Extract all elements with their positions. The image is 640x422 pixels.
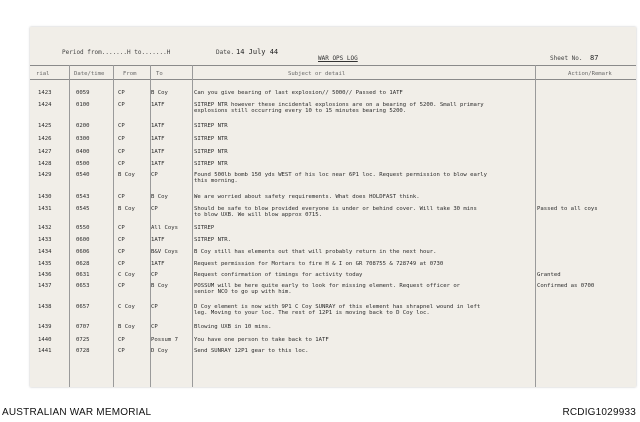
entry-time: 0725	[76, 337, 90, 343]
column-header-to: To	[156, 71, 163, 77]
entry-subject: Found 500lb bomb 150 yds WEST of his loc near 6P1 loc. Request permission to blow early this morning.	[194, 172, 487, 185]
entry-time: 0200	[76, 123, 90, 129]
entry-time: 0100	[76, 102, 90, 108]
sheet-number: 87	[590, 54, 599, 62]
entry-subject: Request confirmation of timings for activity today	[194, 272, 363, 278]
entry-subject: Send SUNRAY 12P1 gear to this loc.	[194, 348, 309, 354]
archive-credit: AUSTRALIAN WAR MEMORIAL	[2, 407, 152, 418]
entry-time: 0707	[76, 324, 90, 330]
entry-subject: SITREP NTR	[194, 136, 228, 142]
log-sheet	[30, 27, 636, 387]
entry-from: C Coy	[118, 304, 135, 310]
entry-subject: SITREP NTR	[194, 123, 228, 129]
serial-number: 1428	[38, 161, 52, 167]
serial-number: 1436	[38, 272, 52, 278]
header-rule-top	[30, 65, 636, 66]
entry-to: 1ATF	[151, 149, 165, 155]
entry-to: 1ATF	[151, 136, 165, 142]
entry-from: CP	[118, 348, 125, 354]
entry-to: CP	[151, 324, 158, 330]
entry-from: B Coy	[118, 172, 135, 178]
entry-to: B&V Coys	[151, 249, 178, 255]
table-row	[30, 348, 636, 357]
entry-subject: SITREP	[194, 225, 215, 231]
entry-remark: Granted	[537, 272, 561, 278]
table-row	[30, 272, 636, 281]
entry-to: CP	[151, 172, 158, 178]
serial-number: 1440	[38, 337, 52, 343]
entry-from: CP	[118, 102, 125, 108]
entry-subject: Request permission for Mortars to fire H & I on GR 708755 & 728749 at 0730	[194, 261, 444, 267]
entry-from: C Coy	[118, 272, 135, 278]
serial-number: 1427	[38, 149, 52, 155]
table-row	[30, 194, 636, 203]
entry-to: 1ATF	[151, 123, 165, 129]
table-row	[30, 324, 636, 333]
entry-to: CP	[151, 272, 158, 278]
serial-number: 1425	[38, 123, 52, 129]
entry-from: B Coy	[118, 324, 135, 330]
entry-from: CP	[118, 249, 125, 255]
date-label: Date.	[216, 49, 235, 56]
entry-to: B Coy	[151, 194, 168, 200]
entry-time: 0550	[76, 225, 90, 231]
table-row	[30, 149, 636, 158]
entry-from: CP	[118, 225, 125, 231]
entry-time: 0653	[76, 283, 90, 289]
table-row	[30, 249, 636, 258]
serial-number: 1431	[38, 206, 52, 212]
serial-number: 1423	[38, 90, 52, 96]
entry-subject: B Coy still has elements out that will probably return in the next hour.	[194, 249, 437, 255]
serial-number: 1437	[38, 283, 52, 289]
entry-time: 0628	[76, 261, 90, 267]
header-rule-bottom	[30, 79, 636, 80]
table-row	[30, 90, 636, 99]
entry-subject: POSSUM will be here quite early to look for missing element. Request officer or senior NCO to go up with him.	[194, 283, 461, 296]
table-row	[30, 161, 636, 170]
entry-subject: We are worried about safety requirements. What does HOLDFAST think.	[194, 194, 420, 200]
page-title: WAR OPS LOG	[318, 55, 358, 62]
serial-number: 1433	[38, 237, 52, 243]
entry-from: CP	[118, 283, 125, 289]
column-header-remark: Action/Remark	[568, 71, 612, 77]
entry-from: CP	[118, 90, 125, 96]
column-header-datetime: Date/time	[74, 71, 105, 77]
archive-reference: RCDIG1029933	[562, 407, 636, 418]
entry-time: 0545	[76, 206, 90, 212]
entry-from: CP	[118, 337, 125, 343]
table-row	[30, 172, 636, 185]
column-header-subject: Subject or detail	[288, 71, 346, 77]
table-row	[30, 136, 636, 145]
serial-number: 1435	[38, 261, 52, 267]
entry-remark: Confirmed as 0700	[537, 283, 595, 289]
table-row	[30, 304, 636, 317]
entry-remark: Passed to all coys	[537, 206, 598, 212]
entry-from: CP	[118, 161, 125, 167]
entry-subject: SITREP NTR.	[194, 237, 232, 243]
entry-time: 0300	[76, 136, 90, 142]
entry-from: CP	[118, 237, 125, 243]
table-row	[30, 206, 636, 219]
entry-time: 0728	[76, 348, 90, 354]
entry-time: 0059	[76, 90, 90, 96]
serial-number: 1429	[38, 172, 52, 178]
entry-subject: You have one person to take back to 1ATF	[194, 337, 329, 343]
table-row	[30, 237, 636, 246]
entry-to: Possum 7	[151, 337, 178, 343]
serial-number: 1432	[38, 225, 52, 231]
serial-number: 1426	[38, 136, 52, 142]
column-header-from: From	[123, 71, 137, 77]
entry-to: 1ATF	[151, 261, 165, 267]
table-row	[30, 225, 636, 234]
entry-time: 0500	[76, 161, 90, 167]
table-row	[30, 283, 636, 296]
entry-subject: D Coy element is now with 9P1 C Coy SUNRAY of this element has shrapnel wound in left leg. Moving to your loc. The rest of 12P1 is moving back to D Coy loc.	[194, 304, 481, 317]
serial-number: 1430	[38, 194, 52, 200]
entry-from: CP	[118, 123, 125, 129]
entry-time: 0606	[76, 249, 90, 255]
table-row	[30, 102, 636, 115]
entry-to: B Coy	[151, 283, 168, 289]
serial-number: 1438	[38, 304, 52, 310]
entry-to: D Coy	[151, 348, 168, 354]
entry-subject: Should be safe to blow provided everyone is under or behind cover. Will take 30 mins to blow UXB. We will blow approx 0715.	[194, 206, 477, 219]
entry-subject: Can you give bearing of last explosion// 5000// Passed to 1ATF	[194, 90, 403, 96]
entry-to: CP	[151, 304, 158, 310]
entry-subject: SITREP NTR however these incidental explosions are on a bearing of 5200. Small primary explosions still occurring every 10 to 15 minutes bearing 5200.	[194, 102, 484, 115]
entry-to: CP	[151, 206, 158, 212]
serial-number: 1439	[38, 324, 52, 330]
serial-number: 1434	[38, 249, 52, 255]
entry-subject: SITREP NTR	[194, 161, 228, 167]
entry-time: 0400	[76, 149, 90, 155]
entry-from: CP	[118, 194, 125, 200]
serial-number: 1424	[38, 102, 52, 108]
entry-time: 0631	[76, 272, 90, 278]
entry-to: 1ATF	[151, 161, 165, 167]
date-value: 14 July 44	[236, 48, 279, 56]
entry-subject: SITREP NTR	[194, 149, 228, 155]
entry-to: B Coy	[151, 90, 168, 96]
serial-number: 1441	[38, 348, 52, 354]
period-field: Period from.......H to.......H	[62, 49, 171, 56]
entry-time: 0540	[76, 172, 90, 178]
entry-time: 0543	[76, 194, 90, 200]
table-row	[30, 337, 636, 346]
table-row	[30, 261, 636, 270]
entry-from: CP	[118, 136, 125, 142]
entry-time: 0600	[76, 237, 90, 243]
table-row	[30, 123, 636, 132]
entry-from: B Coy	[118, 206, 135, 212]
entry-subject: Blowing UXB in 10 mins.	[194, 324, 272, 330]
entry-to: 1ATF	[151, 237, 165, 243]
entry-to: 1ATF	[151, 102, 165, 108]
entry-to: All Coys	[151, 225, 178, 231]
sheet-label: Sheet No.	[550, 55, 583, 62]
entry-from: CP	[118, 149, 125, 155]
entry-time: 0657	[76, 304, 90, 310]
entry-from: CP	[118, 261, 125, 267]
column-header-serial: rial	[36, 71, 50, 77]
